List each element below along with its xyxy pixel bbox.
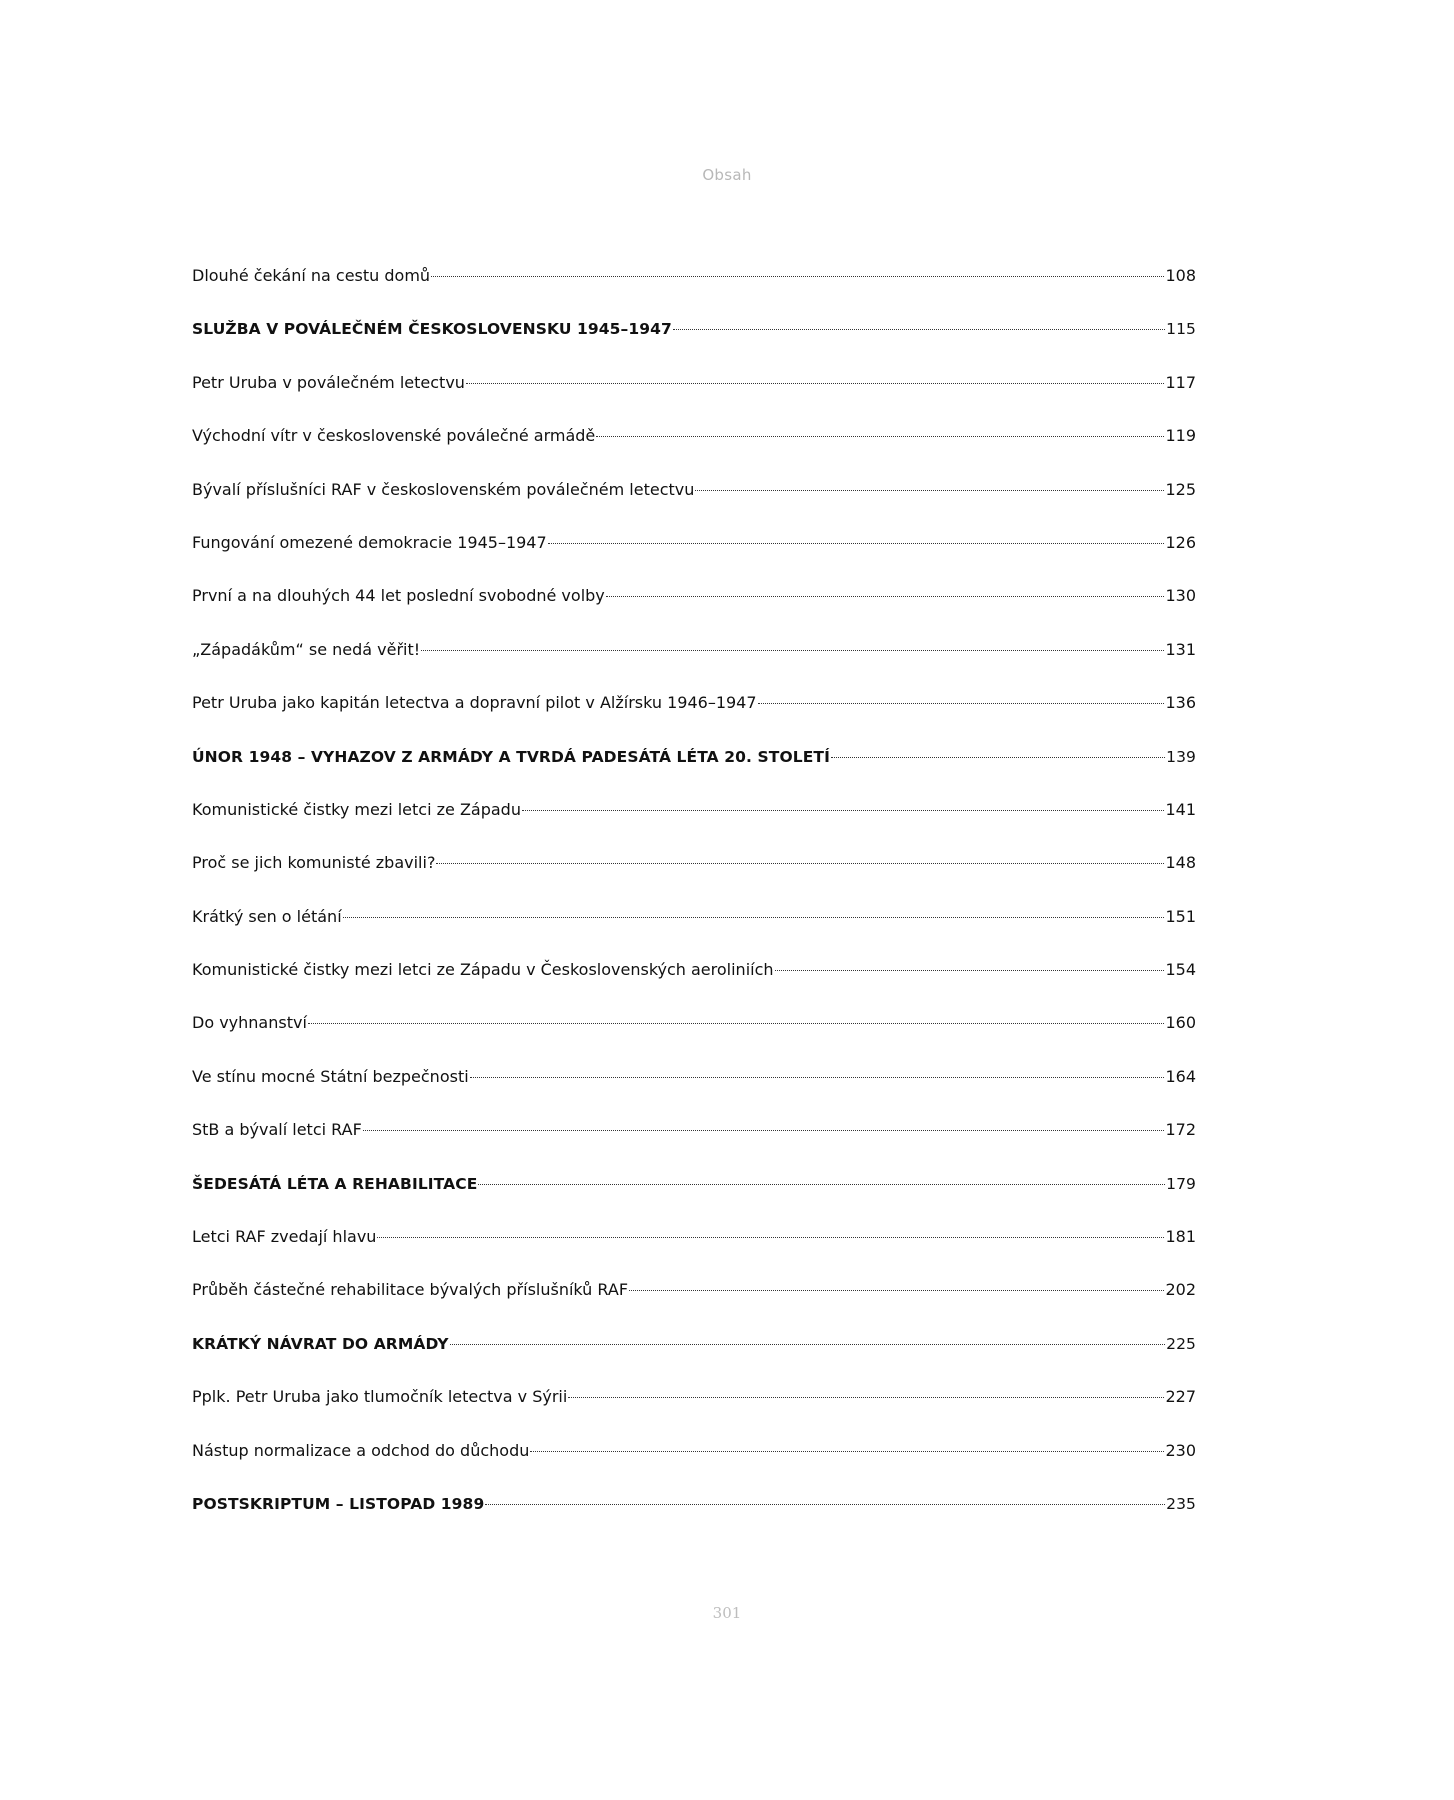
toc-entry-title: POSTSKRIPTUM – LISTOPAD 1989: [192, 1494, 485, 1513]
toc-entry-title: Proč se jich komunisté zbavili?: [192, 853, 436, 873]
toc-dot-leader: [431, 276, 1164, 277]
toc-section-heading[interactable]: [192, 319, 1196, 372]
toc-dot-leader: [530, 1451, 1164, 1452]
toc-entry-page: 172: [1165, 1120, 1196, 1140]
toc-entry[interactable]: [192, 960, 1196, 1013]
toc-entry[interactable]: [192, 693, 1196, 746]
toc-entry-page: 160: [1165, 1013, 1196, 1033]
toc-entry[interactable]: [192, 1013, 1196, 1066]
toc-entry-title: Fungování omezené demokracie 1945–1947: [192, 532, 547, 552]
toc-entry[interactable]: [192, 907, 1196, 960]
toc-entry[interactable]: [192, 426, 1196, 479]
toc-entry[interactable]: [192, 1441, 1196, 1494]
toc-entry-page: 202: [1165, 1280, 1196, 1300]
toc-entry-page: 117: [1165, 372, 1196, 392]
toc-dot-leader: [308, 1023, 1165, 1024]
toc-entry-title: Průběh částečné rehabilitace bývalých příslušníků RAF: [192, 1280, 629, 1300]
toc-entry[interactable]: [192, 853, 1196, 906]
toc-dot-leader: [450, 1344, 1166, 1345]
toc-entry-page: 125: [1165, 479, 1196, 499]
toc-dot-leader: [695, 490, 1164, 491]
toc-entry[interactable]: [192, 1067, 1196, 1120]
toc-dot-leader: [436, 863, 1164, 864]
toc-section-heading[interactable]: [192, 1334, 1196, 1387]
toc-entry-title: Do vyhnanství: [192, 1013, 307, 1033]
toc-dot-leader: [377, 1237, 1164, 1238]
toc-entry-page: 227: [1165, 1387, 1196, 1407]
toc-entry-title: Pplk. Petr Uruba jako tlumočník letectva v Sýrii: [192, 1387, 568, 1407]
toc-entry-title: SLUŽBA V POVÁLEČNÉM ČESKOSLOVENSKU 1945–1947: [192, 320, 672, 339]
toc-entry-page: 181: [1165, 1227, 1196, 1247]
toc-entry-page: 108: [1165, 266, 1196, 285]
toc-dot-leader: [831, 757, 1165, 758]
toc-entry-title: StB a bývalí letci RAF: [192, 1120, 362, 1140]
toc-dot-leader: [466, 383, 1165, 384]
toc-dot-leader: [629, 1290, 1164, 1291]
toc-entry-page: 148: [1165, 853, 1196, 873]
toc-entry-title: Krátký sen o létání: [192, 906, 342, 926]
toc-entry[interactable]: [192, 1120, 1196, 1173]
toc-entry-page: 139: [1166, 747, 1196, 766]
toc-entry[interactable]: [192, 586, 1196, 639]
toc-entry-page: 115: [1166, 320, 1196, 339]
toc-dot-leader: [596, 436, 1164, 437]
toc-dot-leader: [343, 917, 1165, 918]
toc-entry-title: Komunistické čistky mezi letci ze Západu v Československých aeroliniích: [192, 960, 774, 980]
toc-entry[interactable]: [192, 1280, 1196, 1333]
toc-dot-leader: [775, 970, 1165, 971]
toc-section-heading[interactable]: [192, 1174, 1196, 1227]
toc-entry-title: Petr Uruba jako kapitán letectva a dopravní pilot v Alžírsku 1946–1947: [192, 693, 757, 713]
toc-dot-leader: [478, 1184, 1165, 1185]
toc-entry-page: 126: [1165, 532, 1196, 552]
toc-entry-title: Ve stínu mocné Státní bezpečnosti: [192, 1066, 469, 1086]
toc-entry-title: KRÁTKÝ NÁVRAT DO ARMÁDY: [192, 1334, 449, 1353]
toc-entry-title: Bývalí příslušníci RAF v československém poválečném letectvu: [192, 479, 695, 499]
toc-entry[interactable]: [192, 640, 1196, 693]
toc-dot-leader: [548, 543, 1165, 544]
toc-section-heading[interactable]: [192, 747, 1196, 800]
toc-section-heading[interactable]: [192, 1494, 1196, 1547]
toc-entry[interactable]: [192, 1227, 1196, 1280]
toc-dot-leader: [568, 1397, 1164, 1398]
toc-entry-page: 131: [1165, 639, 1196, 659]
toc-entry[interactable]: [192, 533, 1196, 586]
toc-entry[interactable]: [192, 373, 1196, 426]
toc-dot-leader: [421, 650, 1164, 651]
toc-entry-title: „Západákům“ se nedá věřit!: [192, 639, 421, 659]
toc-entry-title: Komunistické čistky mezi letci ze Západu: [192, 799, 521, 819]
toc-entry-title: Dlouhé čekání na cestu domů: [192, 266, 431, 285]
toc-entry-title: První a na dlouhých 44 let poslední svobodné volby: [192, 586, 605, 606]
toc-entry-page: 136: [1165, 693, 1196, 713]
toc-entry[interactable]: [192, 480, 1196, 533]
table-of-contents: [192, 266, 1196, 1547]
toc-entry-title: Petr Uruba v poválečném letectvu: [192, 372, 465, 392]
page-number: 301: [712, 1604, 742, 1622]
toc-entry[interactable]: [192, 266, 1196, 319]
toc-entry-title: Východní vítr v československé poválečné armádě: [192, 426, 596, 446]
toc-entry-title: Nástup normalizace a odchod do důchodu: [192, 1440, 530, 1460]
toc-entry-title: Letci RAF zvedají hlavu: [192, 1227, 377, 1247]
toc-dot-leader: [485, 1504, 1165, 1505]
toc-entry-page: 154: [1165, 960, 1196, 980]
toc-entry-title: ÚNOR 1948 – VYHAZOV Z ARMÁDY A TVRDÁ PADESÁTÁ LÉTA 20. STOLETÍ: [192, 747, 830, 766]
toc-dot-leader: [758, 703, 1165, 704]
toc-entry-page: 130: [1165, 586, 1196, 606]
toc-dot-leader: [470, 1077, 1165, 1078]
toc-entry-page: 119: [1165, 426, 1196, 446]
toc-entry-page: 141: [1165, 799, 1196, 819]
toc-entry[interactable]: [192, 1387, 1196, 1440]
toc-entry-page: 164: [1165, 1066, 1196, 1086]
toc-entry-page: 225: [1166, 1334, 1196, 1353]
toc-dot-leader: [673, 329, 1165, 330]
toc-entry-title: ŠEDESÁTÁ LÉTA A REHABILITACE: [192, 1174, 478, 1193]
toc-entry-page: 151: [1165, 906, 1196, 926]
toc-entry-page: 230: [1165, 1440, 1196, 1460]
running-header: Obsah: [702, 166, 752, 184]
toc-dot-leader: [606, 596, 1165, 597]
toc-dot-leader: [522, 810, 1164, 811]
toc-entry[interactable]: [192, 800, 1196, 853]
toc-entry-page: 235: [1166, 1494, 1196, 1513]
toc-dot-leader: [363, 1130, 1165, 1131]
toc-entry-page: 179: [1166, 1174, 1196, 1193]
